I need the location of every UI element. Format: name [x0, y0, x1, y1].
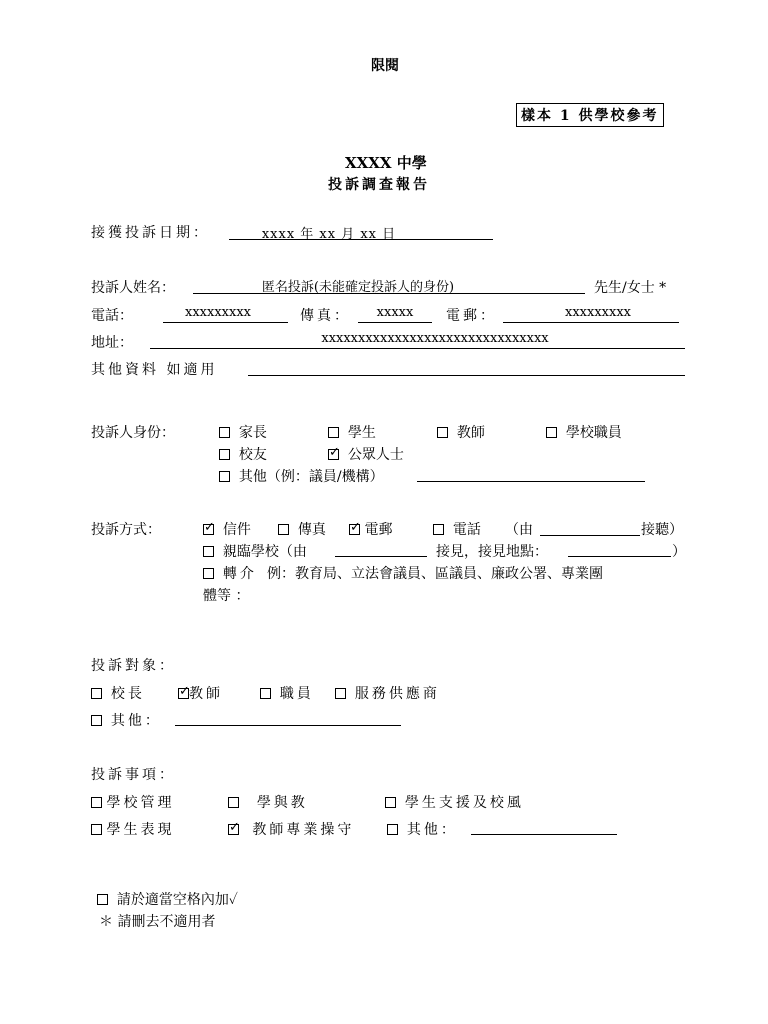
checkbox-icon[interactable]	[546, 427, 557, 438]
name-field[interactable]: 匿名投訴(未能確定投訴人的身份)	[261, 280, 455, 295]
matter-management[interactable]: 學校管理	[91, 792, 174, 812]
target-label: 投訴對象：	[91, 658, 176, 674]
name-label: 投訴人姓名：	[91, 280, 175, 296]
matter-teaching[interactable]: 學與教	[228, 792, 308, 812]
checkbox-icon[interactable]	[91, 824, 102, 835]
checkbox-icon[interactable]	[219, 427, 230, 438]
checkbox-icon[interactable]	[437, 427, 448, 438]
target-other[interactable]: 其他：	[91, 710, 162, 730]
checkbox-icon[interactable]	[91, 688, 102, 699]
identity-parent[interactable]: 家長	[219, 422, 267, 442]
identity-public[interactable]: ✓ 公眾人士	[328, 444, 404, 464]
email-field[interactable]: xxxxxxxxx	[565, 305, 631, 320]
method-visit-end: ）	[672, 544, 686, 560]
method-fax[interactable]: 傳真	[278, 519, 326, 539]
restricted-label: 限閱	[371, 58, 399, 74]
method-visit[interactable]: 親臨學校（由	[203, 541, 307, 561]
identity-other-field[interactable]	[417, 481, 645, 482]
checkbox-icon[interactable]	[335, 688, 346, 699]
method-visit-receiver-field[interactable]	[335, 556, 427, 557]
phone-label: 電話：	[91, 308, 133, 324]
identity-label: 投訴人身份：	[91, 425, 175, 441]
title-suffix: 先生/女士 *	[594, 280, 667, 296]
matter-other[interactable]: 其他：	[387, 819, 458, 839]
checked-checkbox-icon[interactable]	[178, 688, 189, 699]
checkbox-icon[interactable]	[203, 546, 214, 557]
method-letter[interactable]: ✓ 信件	[203, 519, 251, 539]
identity-student[interactable]: 學生	[328, 422, 376, 442]
checked-checkbox-icon[interactable]	[228, 824, 239, 835]
checkbox-icon[interactable]	[203, 568, 214, 579]
school-title: XXXX 中學	[345, 154, 427, 172]
target-teacher[interactable]: ✓ 教師	[178, 683, 223, 703]
checkbox-icon[interactable]	[91, 797, 102, 808]
target-other-field[interactable]	[175, 725, 401, 726]
checked-checkbox-icon[interactable]	[328, 449, 339, 460]
phone-field[interactable]: xxxxxxxxx	[185, 305, 251, 320]
method-visit-location-field[interactable]	[568, 556, 671, 557]
received-date-label: 接獲投訴日期：	[91, 225, 210, 241]
method-phone-by: （由	[505, 522, 533, 538]
method-email[interactable]: ✓ 電郵	[349, 519, 392, 539]
target-principal[interactable]: 校長	[91, 683, 145, 703]
other-info-field[interactable]	[248, 375, 685, 376]
checked-checkbox-icon[interactable]	[203, 524, 214, 535]
target-vendor[interactable]: 服務供應商	[335, 683, 440, 703]
matter-support[interactable]: 學生支援及校風	[385, 792, 524, 812]
checkbox-icon[interactable]	[228, 797, 239, 808]
matter-other-field[interactable]	[471, 834, 617, 835]
identity-other[interactable]: 其他（例：議員/機構）	[219, 466, 384, 486]
received-date-field[interactable]: xxxx 年 xx 月 xx 日	[261, 227, 397, 242]
matter-conduct[interactable]: ✓ 教師專業操守	[228, 819, 354, 839]
target-staff[interactable]: 職員	[260, 683, 314, 703]
method-phone[interactable]: 電話	[433, 519, 481, 539]
tick-note: 請於適當空格內加✓	[97, 889, 238, 909]
matter-performance[interactable]: 學生表現	[91, 819, 174, 839]
checkbox-icon[interactable]	[433, 524, 444, 535]
method-referral[interactable]: 轉介	[203, 563, 257, 583]
email-label: 電郵：	[446, 308, 497, 324]
checkbox-icon[interactable]	[278, 524, 289, 535]
checkbox-icon[interactable]	[91, 715, 102, 726]
report-title: 投訴調查報告	[328, 177, 430, 193]
checkbox-icon[interactable]	[219, 449, 230, 460]
address-label: 地址：	[91, 335, 133, 351]
identity-alumni[interactable]: 校友	[219, 444, 267, 464]
method-phone-answered: 接聽）	[641, 522, 683, 538]
method-label: 投訴方式：	[91, 522, 161, 538]
matters-label: 投訴事項：	[91, 767, 176, 783]
other-info-label: 其他資料 如適用	[91, 362, 218, 378]
checkbox-icon	[97, 894, 108, 905]
checkbox-icon[interactable]	[328, 427, 339, 438]
method-referral-cont: 體等 ：	[203, 588, 250, 604]
method-phone-answerer-field[interactable]	[540, 535, 640, 536]
delete-note: ＊ 請刪去不適用者	[99, 914, 216, 930]
fax-field[interactable]: xxxxx	[376, 305, 414, 320]
method-visit-mid: 接見，接見地點：	[436, 544, 548, 560]
sample-tag: 樣本 1 供學校參考	[516, 103, 664, 127]
checkbox-icon[interactable]	[260, 688, 271, 699]
fax-label: 傳真：	[300, 308, 351, 324]
method-referral-example: 例：教育局、立法會議員、區議員、廉政公署、專業團	[267, 566, 603, 582]
address-field[interactable]: xxxxxxxxxxxxxxxxxxxxxxxxxxxxxxx	[321, 331, 549, 346]
checkbox-icon[interactable]	[385, 797, 396, 808]
checkbox-icon[interactable]	[219, 471, 230, 482]
identity-staff[interactable]: 學校職員	[546, 422, 622, 442]
identity-teacher[interactable]: 教師	[437, 422, 485, 442]
checkbox-icon[interactable]	[387, 824, 398, 835]
checked-checkbox-icon[interactable]	[349, 524, 360, 535]
